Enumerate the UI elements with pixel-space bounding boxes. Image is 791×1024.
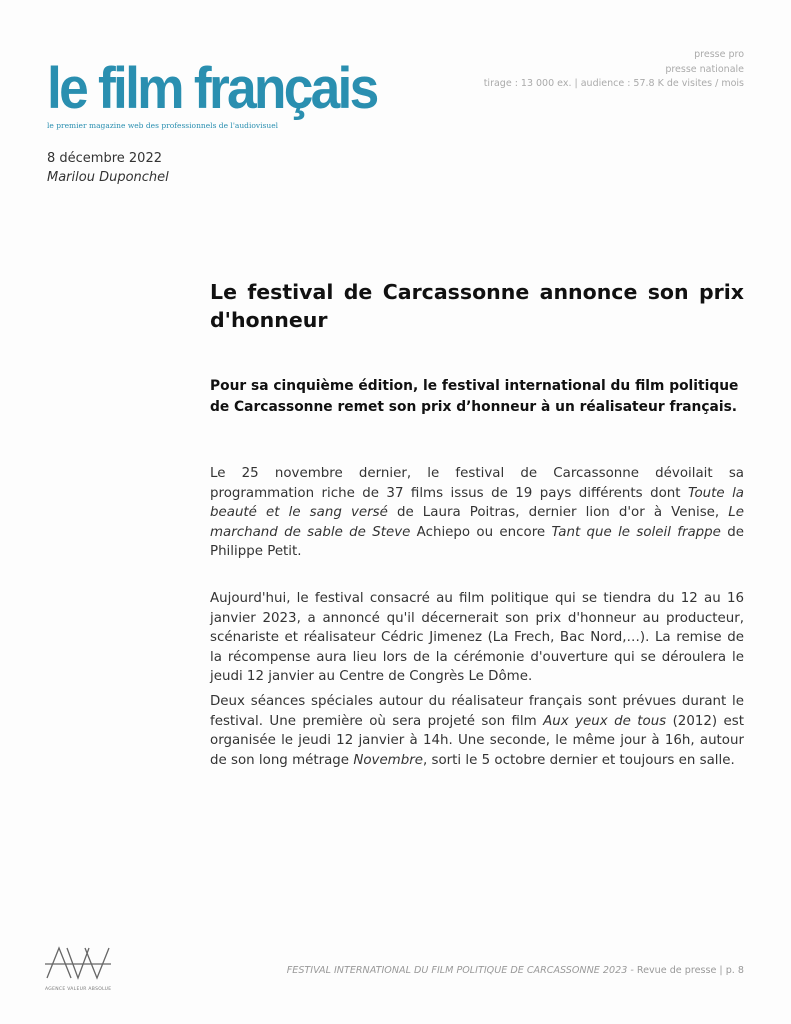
paragraph-text: Le 25 novembre dernier, le festival de Carcassonne dévoilait sa programmation riche de 37 films issus de 19 pays différents dont <box>210 466 744 501</box>
agency-logo-icon <box>45 944 111 982</box>
press-info <box>484 48 744 92</box>
paragraph-text: Deux séances spéciales autour du réalisateur français sont prévues durant le festival. Une première où sera projeté son film <box>210 694 744 729</box>
film-title: Novembre <box>353 752 423 768</box>
article-paragraph-2: Aujourd'hui, le festival consacré au film politique qui se tiendra du 12 au 16 janvier 2023, a annoncé qu'il décernerait son prix d'honneur au producteur, scénariste et réalisateur Cédric Jimenez (La Frech, Bac Nord,…). La remise de la récompense aura lieu lors de la cérémonie d'ouverture qui se déroulera le jeudi 12 janvier au Centre de Congrès Le Dôme. <box>210 591 744 684</box>
article-lead: Pour sa cinquième édition, le festival international du film politique de Carcassonne remet son prix d’honneur à un réalisateur français. <box>210 378 739 415</box>
film-title: Le marchand de sable de Steve <box>210 505 744 540</box>
press-info-type: presse pro <box>694 49 744 60</box>
agency-logo <box>45 944 115 992</box>
article <box>210 278 744 768</box>
page-footer <box>287 965 744 976</box>
article-paragraph-3 <box>210 692 744 770</box>
press-info-audience: tirage : 13 000 ex. | audience : 57.8 K de visites / mois <box>483 78 744 89</box>
publication-tagline: le premier magazine web des professionnels de l'audiovisuel <box>47 121 279 130</box>
footer-festival: FESTIVAL INTERNATIONAL DU FILM POLITIQUE DE CARCASSONNE 2023 - <box>286 965 634 976</box>
footer-page-info: Revue de presse | p. 8 <box>633 965 744 976</box>
article-author: Marilou Duponchel <box>47 170 169 185</box>
agency-name: AGENCE VALEUR ABSOLUE <box>45 987 112 992</box>
paragraph-text: de Philippe Petit. <box>210 524 744 559</box>
article-date: 8 décembre 2022 <box>47 151 162 166</box>
film-title: Tant que le soleil frappe <box>551 524 721 540</box>
article-meta <box>47 149 169 187</box>
paragraph-text: Achiepo ou encore <box>410 524 552 540</box>
film-title: Aux yeux de tous <box>543 713 667 729</box>
publication-logo: le film français <box>47 56 377 121</box>
paragraph-text: (2012) est organisée le jeudi 12 janvier à 14h. Une seconde, le même jour à 16h, autour de son long métrage <box>210 713 744 768</box>
film-title: Toute la beauté et le sang versé <box>210 485 744 520</box>
paragraph-text: , sorti le 5 octobre dernier et toujours en salle. <box>422 752 735 768</box>
press-info-scope: presse nationale <box>665 63 744 75</box>
masthead <box>47 58 387 130</box>
article-title: Le festival de Carcassonne annonce son prix d'honneur <box>210 280 744 332</box>
article-paragraph-1 <box>210 464 744 562</box>
paragraph-text: de Laura Poitras, dernier lion d'or à Venise, <box>387 505 729 520</box>
